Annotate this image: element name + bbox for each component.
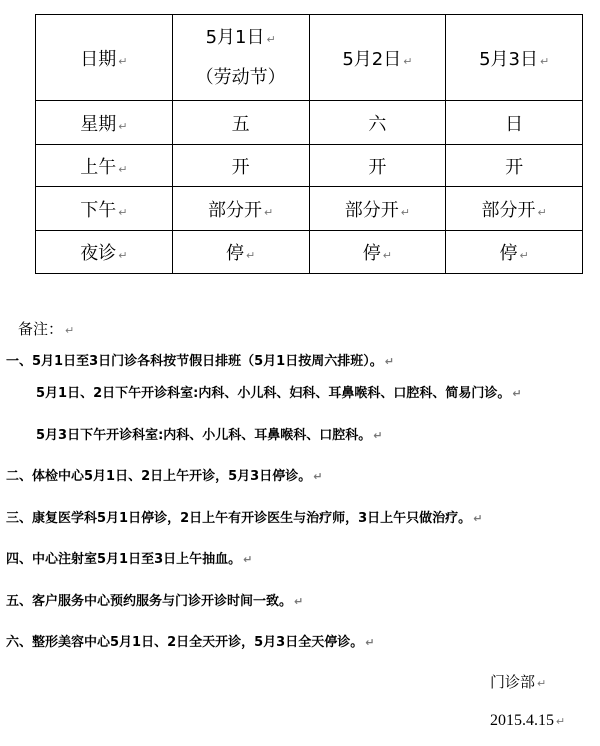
note-item: 三、康复医学科5月1日停诊，2日上午有开诊医生与治疗师，3日上午只做治疗。 ↵ bbox=[6, 511, 483, 526]
table-cell: 部分开 ↵ bbox=[309, 187, 446, 231]
table-cell: 停 ↵ bbox=[309, 231, 446, 274]
return-mark: ↵ bbox=[539, 54, 550, 68]
note-item: 四、中心注射室5月1日至3日上午抽血。 ↵ bbox=[6, 552, 253, 567]
row-label: 上午 ↵ bbox=[36, 145, 173, 187]
note-item: 二、体检中心5月1日、2日上午开诊，5月3日停诊。 ↵ bbox=[6, 469, 323, 484]
note-item: 5月1日、2日下午开诊科室:内科、小儿科、妇科、耳鼻喉科、口腔科、简易门诊。 ↵ bbox=[36, 386, 522, 401]
header-label: 日期 bbox=[80, 48, 117, 70]
row-label: 下午 ↵ bbox=[36, 187, 173, 231]
header-label: 5月3日 bbox=[479, 48, 538, 70]
return-mark: ↵ bbox=[403, 54, 413, 68]
table-cell: 开 bbox=[172, 145, 309, 187]
header-label: 5月2日 bbox=[342, 48, 402, 70]
note-item: 一、5月1日至3日门诊各科按节假日排班（5月1日按周六排班）。 ↵ bbox=[6, 354, 394, 369]
signature: 门诊部 ↵ bbox=[490, 673, 547, 691]
row-label: 夜诊 ↵ bbox=[36, 231, 173, 274]
notes-title: 备注： ↵ bbox=[18, 320, 75, 338]
table-cell: 部分开 ↵ bbox=[446, 187, 583, 231]
note-item: 5月3日下午开诊科室:内科、小儿科、耳鼻喉科、口腔科。 ↵ bbox=[36, 428, 383, 443]
row-label: 星期 ↵ bbox=[36, 101, 173, 145]
return-mark: ↵ bbox=[266, 32, 276, 46]
header-label: 5月1日 bbox=[205, 26, 265, 48]
return-mark: ↵ bbox=[118, 54, 128, 68]
labor-day-label: （劳动节） bbox=[195, 66, 286, 88]
table-cell: 停 ↵ bbox=[446, 231, 583, 274]
table-cell: 开 bbox=[309, 145, 446, 187]
table-cell: 部分开 ↵ bbox=[172, 187, 309, 231]
note-item: 五、客户服务中心预约服务与门诊开诊时间一致。 ↵ bbox=[6, 594, 304, 609]
table-cell: 日 bbox=[446, 101, 583, 145]
table-cell: 停 ↵ bbox=[172, 231, 309, 274]
note-item: 六、整形美容中心5月1日、2日全天开诊，5月3日全天停诊。 ↵ bbox=[6, 635, 375, 650]
notice-date: 2015.4.15 ↵ bbox=[490, 712, 566, 729]
table-cell: 六 bbox=[309, 101, 446, 145]
table-cell: 五 bbox=[172, 101, 309, 145]
table-cell: 开 bbox=[446, 145, 583, 187]
